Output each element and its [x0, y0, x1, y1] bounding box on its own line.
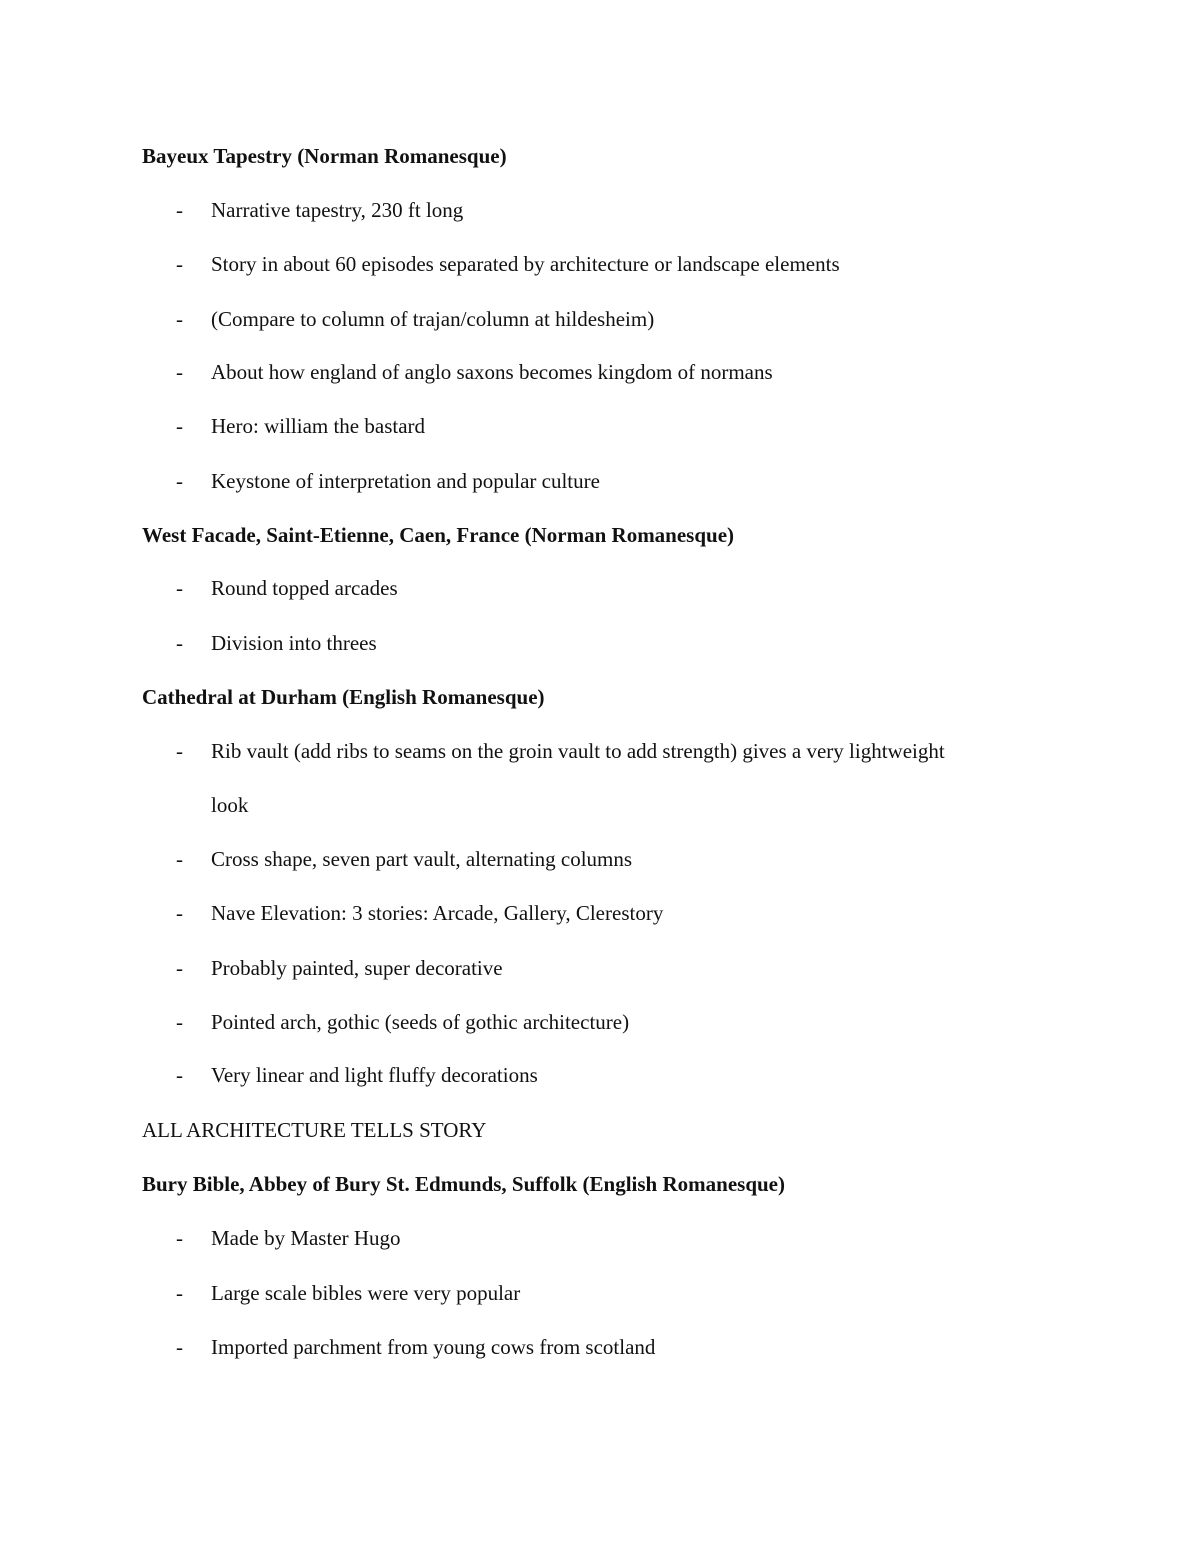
bullet-item: Nave Elevation: 3 stories: Arcade, Gallery, Clerestory: [211, 901, 664, 925]
section-heading-bury-bible: Bury Bible, Abbey of Bury St. Edmunds, Suffolk (English Romanesque): [142, 1172, 785, 1196]
bullet-item: Narrative tapestry, 230 ft long: [211, 198, 464, 222]
bullet-dash: -: [176, 576, 183, 600]
bullet-item: About how england of anglo saxons becomes kingdom of normans: [211, 360, 773, 384]
bullet-item: (Compare to column of trajan/column at hildesheim): [211, 307, 655, 331]
bullet-item: Cross shape, seven part vault, alternating columns: [211, 847, 633, 871]
bullet-item: Made by Master Hugo: [211, 1226, 401, 1250]
bullet-item: Pointed arch, gothic (seeds of gothic architecture): [211, 1010, 630, 1034]
bullet-dash: -: [176, 956, 183, 980]
bullet-dash: -: [176, 307, 183, 331]
bullet-item: Round topped arcades: [211, 576, 398, 600]
bullet-dash: -: [176, 1281, 183, 1305]
bullet-item: Rib vault (add ribs to seams on the groin vault to add strength) gives a very lightweight: [211, 739, 945, 763]
note-text: ALL ARCHITECTURE TELLS STORY: [142, 1118, 487, 1142]
bullet-item: Division into threes: [211, 631, 377, 655]
bullet-item: Very linear and light fluffy decorations: [211, 1063, 538, 1087]
bullet-dash: -: [176, 847, 183, 871]
bullet-item: Hero: william the bastard: [211, 414, 426, 438]
bullet-dash: -: [176, 1226, 183, 1250]
bullet-item-continuation: look: [211, 793, 249, 817]
bullet-item: Keystone of interpretation and popular culture: [211, 469, 600, 493]
section-heading-west-facade: West Facade, Saint-Etienne, Caen, France (Norman Romanesque): [142, 523, 735, 547]
bullet-item: Large scale bibles were very popular: [211, 1281, 521, 1305]
bullet-dash: -: [176, 414, 183, 438]
bullet-dash: -: [176, 198, 183, 222]
bullet-dash: -: [176, 1010, 183, 1034]
bullet-dash: -: [176, 1335, 183, 1359]
bullet-dash: -: [176, 901, 183, 925]
bullet-item: Probably painted, super decorative: [211, 956, 503, 980]
bullet-dash: -: [176, 1063, 183, 1087]
bullet-item: Story in about 60 episodes separated by architecture or landscape elements: [211, 252, 840, 276]
bullet-item: Imported parchment from young cows from scotland: [211, 1335, 656, 1359]
section-heading-bayeux: Bayeux Tapestry (Norman Romanesque): [142, 144, 507, 168]
bullet-dash: -: [176, 739, 183, 763]
bullet-dash: -: [176, 631, 183, 655]
bullet-dash: -: [176, 469, 183, 493]
section-heading-durham: Cathedral at Durham (English Romanesque): [142, 685, 545, 709]
bullet-dash: -: [176, 252, 183, 276]
bullet-dash: -: [176, 360, 183, 384]
